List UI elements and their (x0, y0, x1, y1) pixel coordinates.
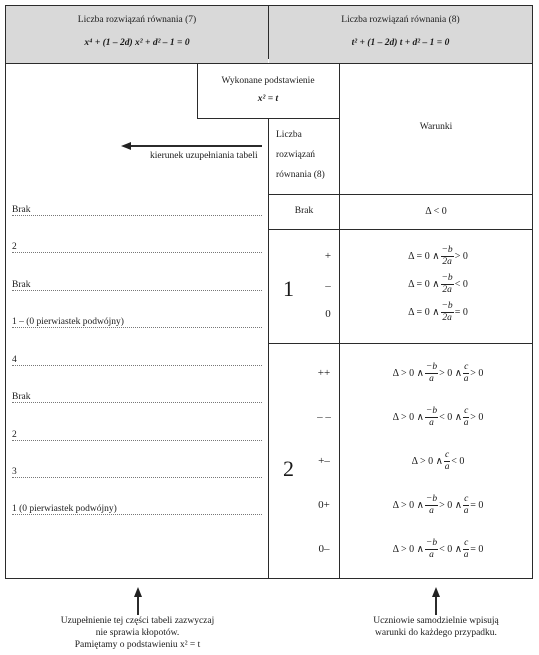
row-divider-2 (268, 229, 533, 230)
group1-cond-0 (339, 246, 537, 267)
group1-cond-2 (339, 302, 537, 323)
left-row-3: 1 – (0 pierwiastek podwójny) (12, 317, 124, 327)
g2c3-d1: a (429, 505, 434, 516)
col-label-count8-1: Liczba (276, 130, 302, 140)
g2c4-b: < 0 ∧ (439, 543, 463, 555)
g2c1-n1: −b (425, 406, 438, 416)
center-divider (268, 5, 269, 59)
col-label-count8-2: rozwiązań (276, 150, 316, 160)
g1c0-pre: Δ = 0 ∧ (408, 250, 440, 262)
g1c1-num: −b (441, 273, 453, 283)
g2c0-d2: a (463, 373, 469, 384)
g2c4-c: = 0 (470, 543, 484, 555)
group1-sign-0: + (324, 250, 332, 262)
leader-8 (12, 514, 262, 515)
header-left-title: Liczba rozwiązań równania (7) (77, 15, 197, 25)
direction-label: kierunek uzupełniania tabeli (150, 151, 258, 161)
g2c1-c: > 0 (470, 411, 484, 423)
group2-cond-0 (339, 363, 537, 384)
g2c4-n2: c (464, 538, 469, 548)
g2c3-c: = 0 (470, 499, 484, 511)
g2c2-n1: c (444, 450, 450, 460)
group1-sign-2: 0 (325, 308, 331, 320)
subst-box-bottom (197, 118, 340, 119)
group2-sign-4: 0– (318, 543, 330, 555)
g2c2-b: < 0 (451, 455, 465, 467)
g1c2-num: −b (441, 301, 453, 311)
g2c3-frac1 (425, 495, 438, 516)
group2-cond-3 (339, 495, 537, 516)
group2-sign-0: ++ (317, 367, 331, 379)
g1c1-frac (441, 274, 454, 295)
g1c0-num: −b (441, 245, 453, 255)
leader-7 (12, 477, 262, 478)
footer-right-arrow-head (431, 587, 441, 597)
g2c2-d1: a (444, 461, 450, 472)
g2c0-frac1 (425, 363, 438, 384)
footer-left-arrow-head (133, 587, 143, 597)
substitution-eq: x² = t (257, 94, 279, 104)
header-left-equation: x⁴ + (1 – 2d) x² + d² – 1 = 0 (84, 38, 190, 48)
direction-arrow-head (121, 141, 131, 151)
g2c4-frac2 (463, 539, 469, 560)
footer-right-line2: warunki do każdego przypadku. (375, 628, 497, 638)
g2c4-d2: a (463, 549, 469, 560)
none-condition: Δ < 0 (425, 206, 447, 217)
g2c1-frac2 (463, 407, 469, 428)
row-divider-3 (268, 343, 533, 344)
g2c4-d1: a (429, 549, 434, 560)
g2c3-n1: −b (425, 494, 438, 504)
g2c1-n2: c (464, 406, 469, 416)
footer-left-line2: nie sprawia kłopotów. (95, 628, 180, 638)
g2c0-b: > 0 ∧ (439, 367, 463, 379)
group2-sign-3: 0+ (318, 499, 330, 511)
group1-cond-1 (339, 274, 537, 295)
header-divider (5, 63, 533, 64)
left-row-5: Brak (12, 392, 31, 402)
g1c1-pre: Δ = 0 ∧ (408, 278, 440, 290)
header-right-title: Liczba rozwiązań równania (8) (341, 15, 460, 25)
col-label-count8-3: równania (8) (276, 170, 325, 180)
g1c1-den: 2a (442, 284, 452, 295)
g2c1-a: Δ > 0 ∧ (392, 411, 424, 423)
g2c0-c: > 0 (470, 367, 484, 379)
g2c0-d1: a (429, 373, 434, 384)
g2c2-a: Δ > 0 ∧ (411, 455, 443, 467)
col-label-conditions: Warunki (419, 122, 453, 132)
leader-4 (12, 365, 262, 366)
left-row-1: 2 (12, 242, 17, 252)
leader-3 (12, 327, 262, 328)
left-row-4: 4 (12, 355, 17, 365)
footer-left-line3: Pamiętamy o podstawieniu x² = t (74, 640, 201, 650)
g2c2-frac1 (444, 451, 450, 472)
frame-left (5, 5, 6, 579)
g2c4-n1: −b (425, 538, 438, 548)
g2c3-a: Δ > 0 ∧ (392, 499, 424, 511)
subst-box-left (197, 63, 198, 119)
footer-left-line1: Uzupełnienie tej części tabeli zazwyczaj (60, 616, 215, 626)
group1-count: 1 (283, 276, 294, 301)
leader-5 (12, 402, 262, 403)
direction-arrow-shaft (128, 145, 262, 147)
left-row-2: Brak (12, 280, 31, 290)
g1c1-post: < 0 (454, 278, 468, 290)
g2c1-b: < 0 ∧ (439, 411, 463, 423)
leader-0 (12, 215, 262, 216)
g1c2-frac (441, 302, 454, 323)
frame-bottom (5, 578, 533, 579)
center-divider-lower (268, 118, 269, 579)
g1c0-post: > 0 (454, 250, 468, 262)
g2c0-a: Δ > 0 ∧ (392, 367, 424, 379)
leader-2 (12, 290, 262, 291)
footer-right-line1: Uczniowie samodzielnie wpisują (373, 616, 499, 626)
left-row-7: 3 (12, 467, 17, 477)
substitution-label: Wykonane podstawienie (221, 76, 315, 86)
g2c3-b: > 0 ∧ (439, 499, 463, 511)
header-right-equation: t² + (1 – 2d) t + d² – 1 = 0 (351, 38, 450, 48)
footer-right-arrow-shaft (435, 595, 437, 615)
g1c0-den: 2a (442, 256, 452, 267)
none-count: Brak (294, 206, 314, 216)
g1c0-frac (441, 246, 454, 267)
group2-cond-4 (339, 539, 537, 560)
left-row-6: 2 (12, 430, 17, 440)
g2c1-d2: a (463, 417, 469, 428)
g2c3-frac2 (463, 495, 469, 516)
group2-cond-2 (339, 451, 537, 472)
group2-cond-1 (339, 407, 537, 428)
leader-1 (12, 252, 262, 253)
g2c0-n2: c (464, 362, 469, 372)
g1c2-den: 2a (442, 312, 452, 323)
footer-left-arrow-shaft (137, 595, 139, 615)
leader-6 (12, 440, 262, 441)
g2c0-frac2 (463, 363, 469, 384)
g2c0-n1: −b (425, 362, 438, 372)
g2c1-d1: a (429, 417, 434, 428)
group1-sign-1: – (325, 280, 331, 292)
frame-top (5, 5, 533, 6)
g2c3-n2: c (464, 494, 469, 504)
g1c2-pre: Δ = 0 ∧ (408, 306, 440, 318)
g2c4-a: Δ > 0 ∧ (392, 543, 424, 555)
left-row-8: 1 (0 pierwiastek podwójny) (12, 504, 117, 514)
group2-sign-2: +– (318, 455, 330, 467)
g2c3-d2: a (463, 505, 469, 516)
left-row-0: Brak (12, 205, 31, 215)
group2-count: 2 (283, 456, 294, 481)
row-divider-1 (268, 194, 533, 195)
group2-sign-1: – – (317, 411, 331, 423)
g2c1-frac1 (425, 407, 438, 428)
g1c2-post: = 0 (454, 306, 468, 318)
g2c4-frac1 (425, 539, 438, 560)
